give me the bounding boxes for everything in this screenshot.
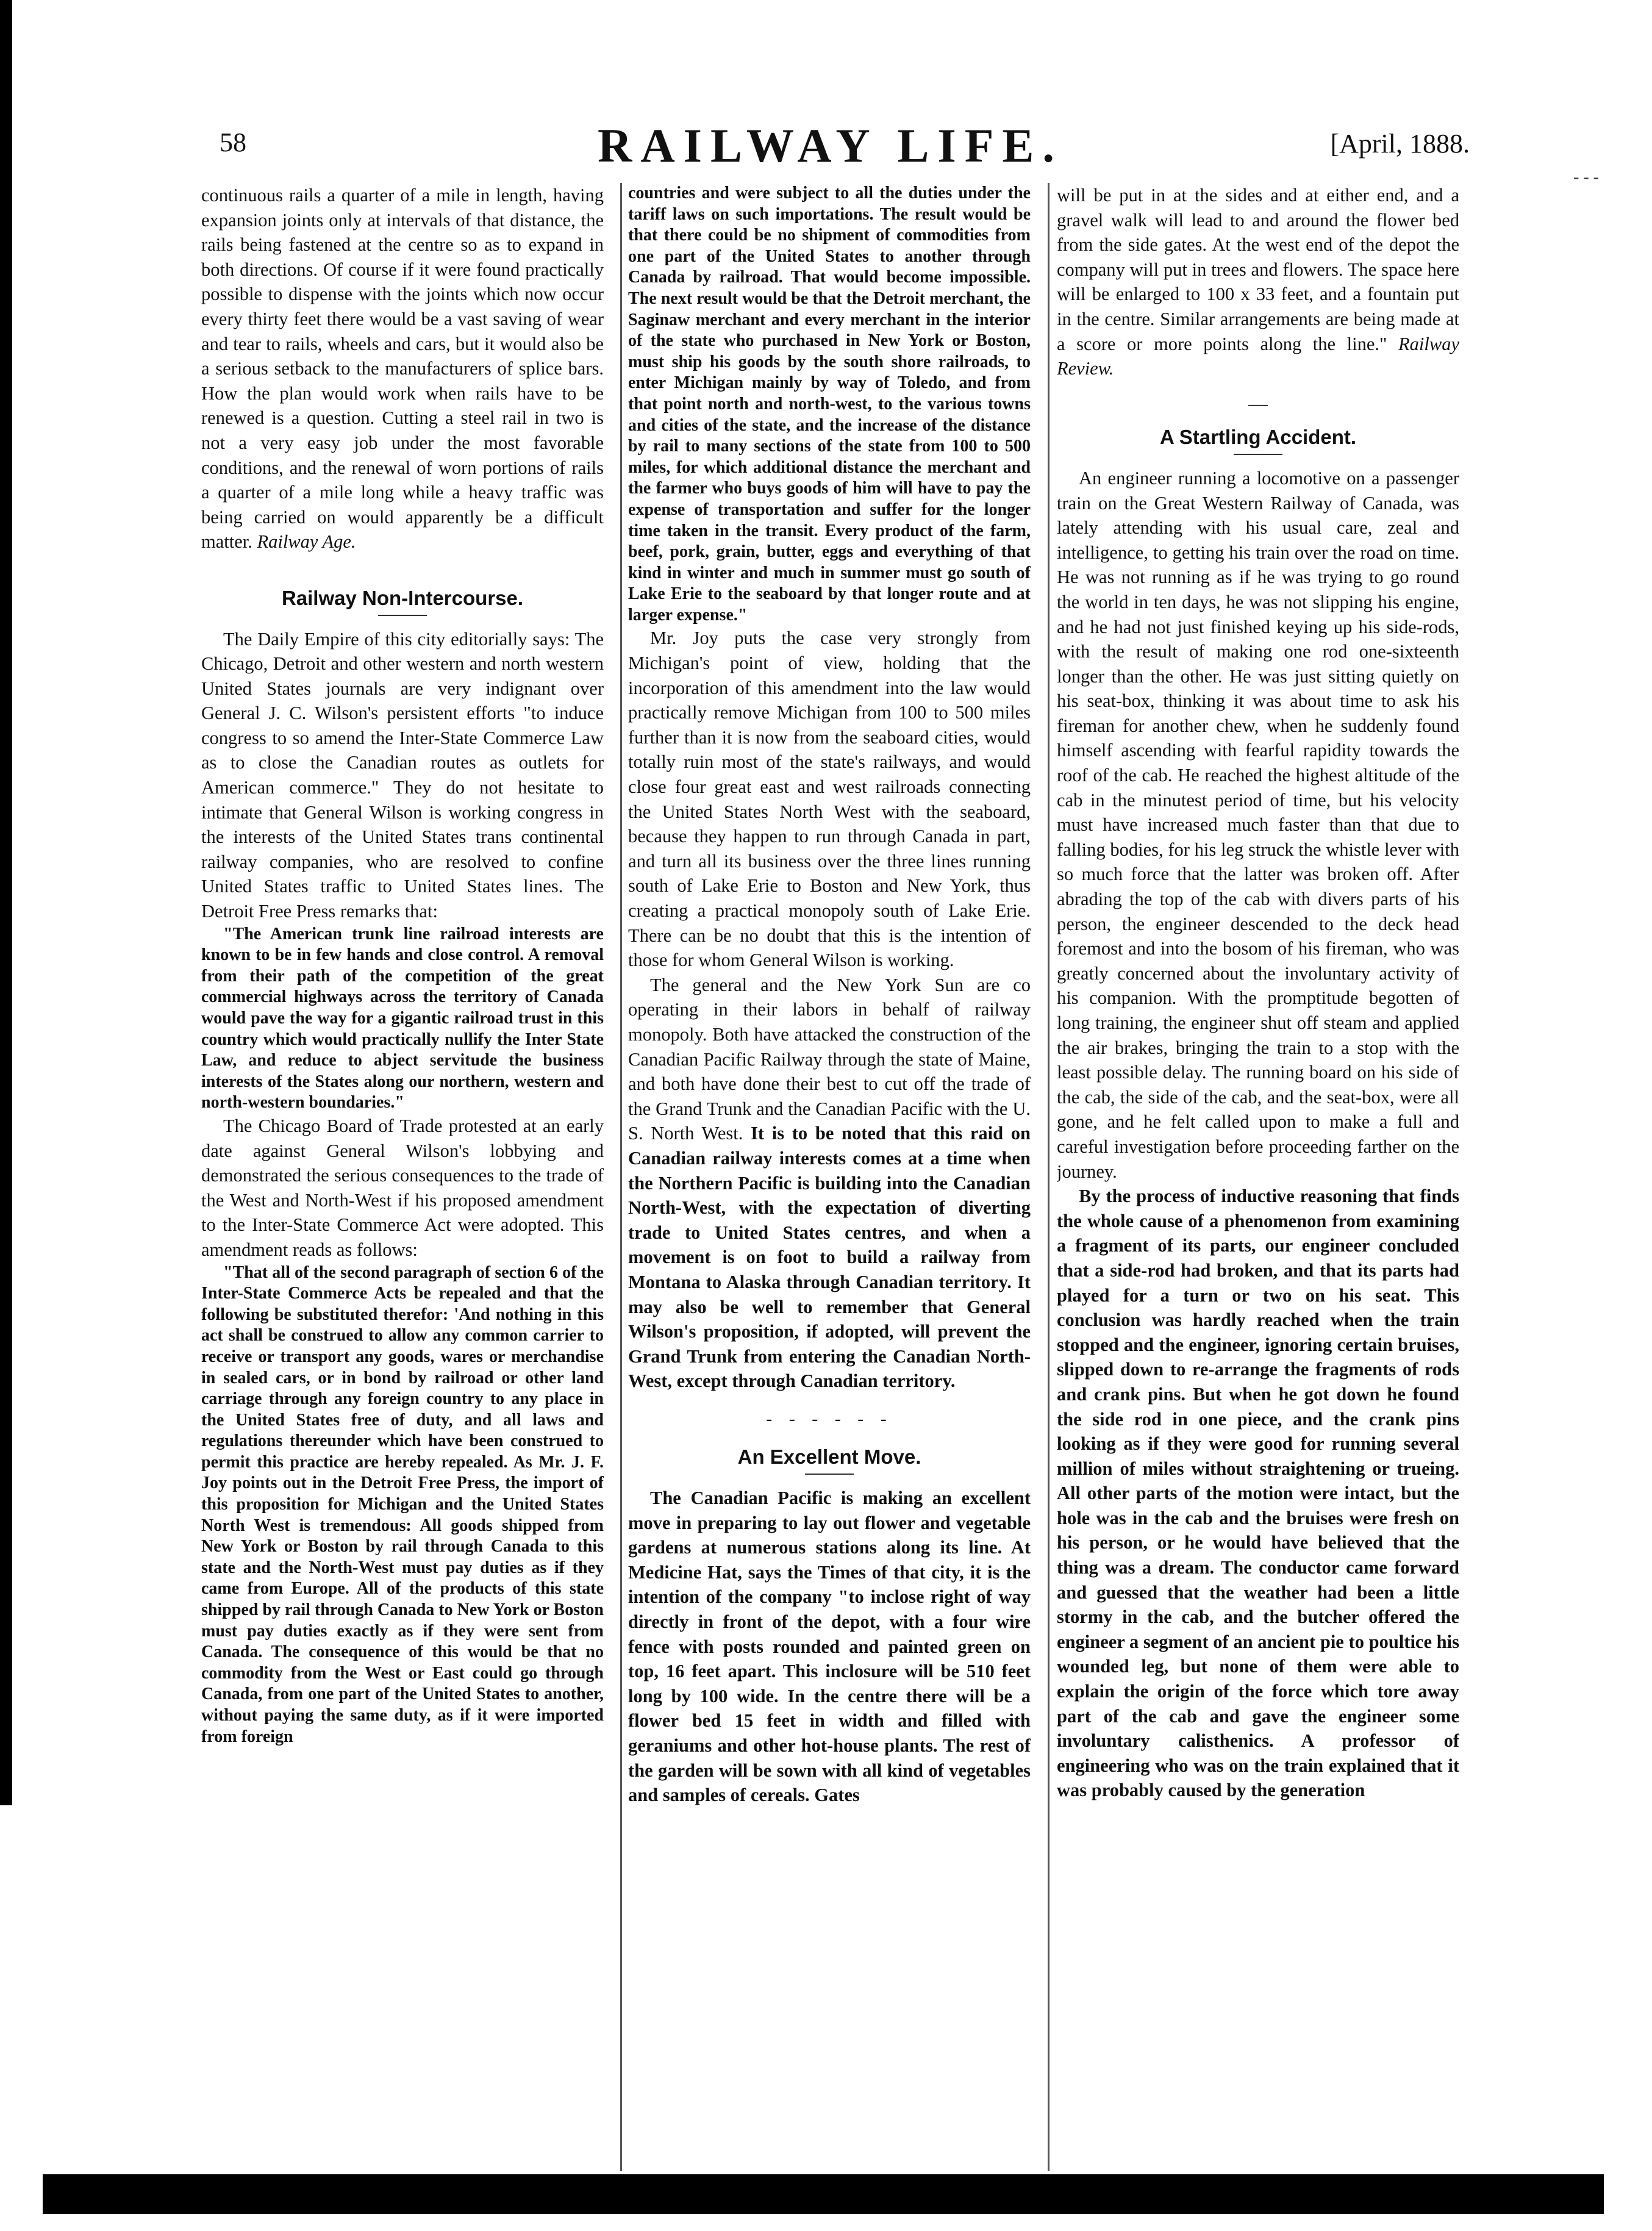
block-quote: "The American trunk line railroad interests are known to be in few hands and close control. A removal from their path of the competition of the great commercial highways across the territory of Canada would pave the way for a gigantic railroad trust in this country which would practically nullify the Inter State Law, and reduce to abject servitude the business interests of the States along our northern, western and north-western boundaries." [201, 924, 604, 1112]
column-1 [201, 183, 604, 2171]
publication-title: RAILWAY LIFE. [598, 119, 1063, 172]
article-paragraph: The Daily Empire of this city editorially says: The Chicago, Detroit and other western and north western United States journals are very indignant over General J. C. Wilson's persistent efforts "to induce congress to so amend the Inter-State Commerce Law as to close the Canadian routes as outlets for American commerce." They do not hesitate to intimate that General Wilson is working congress in the interests of the United States trans continental railway companies, who are resolved to confine United States traffic to United States lines. The Detroit Free Press remarks that: [201, 628, 604, 922]
section-separator: - - - - - - [766, 1408, 893, 1429]
article-paragraph: The Chicago Board of Trade protested at an early date against General Wilson's lobbying and demonstrated the serious consequences to the trade of the West and North-West if his proposed amendment to the Inter-State Commerce Act were adopted. This amendment reads as follows: [201, 1115, 604, 1260]
section-separator: — [1248, 392, 1268, 414]
article-paragraph: will be put in at the sides and at either end, and a gravel walk will lead to and around the flower bed from the side gates. At the west end of the depot the company will put in trees and flowers. The space here will be enlarged to 100 x 33 feet, and a fountain put in the centre. Similar arrangements are being made at a score or more points along the line." Railway Review. [1057, 185, 1459, 379]
source-credit: Railway Review. [1057, 333, 1459, 379]
source-credit: Railway Age. [257, 531, 356, 553]
corner-mark: - - - [1573, 168, 1599, 187]
article-heading: An Excellent Move. [737, 1445, 921, 1469]
heading-rule [378, 615, 427, 616]
scan-bottom-bar [43, 2174, 1604, 2214]
block-quote: "That all of the second paragraph of section 6 of the Inter-State Commerce Acts be repealed and that the following be substituted therefor: 'And nothing in this act shall be construed to allow any common carrier to receive or transport any goods, wares or merchandise in sealed cars, or in bond by railroad or other land carriage through any foreign country to any place in the United States free of duty, and all laws and regulations thereunder which have been construed to permit this practice are hereby repealed. As Mr. J. F. Joy points out in the Detroit Free Press, the import of this proposition for Michigan and the United States North West is tremendous: All goods shipped from New York or Boston by rail through Canada to this state and the North-West must pay duties as if they came from Europe. All of the products of this state shipped by rail through Canada to New York or Boston must pay duties exactly as if they were sent from Canada. The consequence of this would be that no commodity from the West or East could go through Canada, from one part of the United States to another, without paying the same duty, as if it were imported from foreign [201, 1262, 604, 1746]
article-heading: Railway Non-Intercourse. [281, 586, 524, 609]
article-heading: A Startling Accident. [1159, 426, 1357, 449]
article-paragraph: Mr. Joy puts the case very strongly from Michigan's point of view, holding that the incorporation of this amendment into the law would practically remove Michigan from 100 to 500 miles further than it is now from the seaboard cities, would totally ruin most of the state's railways, and would close four great east and west railroads connecting the United States North West with the seaboard, because they happen to run through Canada in part, and turn all its business over the three lines running south of Lake Erie to Boston and New York, thus creating a practical monopoly south of Lake Erie. There can be no doubt that this is the intention of those for whom General Wilson is working. [628, 628, 1031, 971]
article-paragraph: The general and the New York Sun are co operating in their labors in behalf of railway monopoly. Both have attacked the construction of the Canadian Pacific Railway through the state of Maine, and both have done their best to cut off the trade of the Grand Trunk and the Canadian Pacific with the U. S. North West. It is to be noted that this raid on Canadian railway interests comes at a time when the Northern Pacific is building into the Canadian North-West, with the expectation of diverting trade to United States centres, and when a movement is on foot to build a railway from Montana to Alaska through Canadian territory. It may also be well to remember that General Wilson's proposition, if adopted, will prevent the Grand Trunk from entering the Canadian North-West, except through Canadian territory. [628, 974, 1031, 1392]
scan-edge-bar [0, 0, 12, 1805]
issue-date: [April, 1888. [1330, 129, 1470, 159]
heading-rule [805, 1474, 854, 1475]
article-paragraph: An engineer running a locomotive on a passenger train on the Great Western Railway of Canada, was lately attending with his usual care, zeal and intelligence, to getting his train over the road on time. He was not running as if he was trying to go round the world in ten days, he was not slipping his engine, and he had not just finished keying up his side-rods, with the result of making one rod one-sixteenth longer than the other. He was just sitting quietly on his seat-box, thinking it was about time to ask his fireman for another chew, when he suddenly found himself ascending with fearful rapidity towards the roof of the cab. He reached the highest altitude of the cab in the minutest period of time, but his velocity must have increased much faster than that due to falling bodies, for his leg struck the whistle lever with so much force that the latter was broken off. After abrading the top of the cab with divers parts of his person, the engineer descended to the deck head foremost and into the bosom of his fireman, who was greatly concerned about the involuntary activity of his companion. With the promptitude begotten of long training, the engineer shut off steam and applied the air brakes, bringing the train to a stop with the least possible delay. The running board on his side of the cab, the side of the cab, and the seat-box, were all gone, and he felt called upon to make a full and careful investigation before proceeding farther on the journey. [1057, 467, 1459, 1182]
masthead [220, 119, 1470, 172]
heading-rule [1234, 454, 1282, 455]
column-rule [620, 183, 622, 2171]
column-2 [628, 183, 1031, 2171]
article-paragraph: By the process of inductive reasoning that finds the whole cause of a phenomenon from examining a fragment of its parts, our engineer concluded that a side-rod had broken, and that its parts had played for a turn or two on his seat. This conclusion was hardly reached when the train stopped and the engineer, ignoring certain bruises, slipped down to re-arrange the fragments of rods and crank pins. But when he got down he found the side rod in one piece, and the crank pins looking as if they were good for running several million of miles without straightening or trueing. All other parts of the motion were intact, but the hole was in the cab and the bruises were fresh on his person, or he would have believed that the thing was a dream. The conductor came forward and guessed that the weather had been a little stormy in the cab, and the butcher offered the engineer a segment of an ancient pie to poultice his wounded leg, but none of them were able to explain the origin of the force which tore away part of the cab and gave the engineer some involuntary calisthenics. A professor of engineering who was on the train explained that it was probably caused by the generation [1057, 1186, 1459, 1801]
page-number: 58 [220, 127, 246, 157]
block-quote: countries and were subject to all the duties under the tariff laws on such importations. The result would be that there could be no shipment of commodities from one part of the United States to another through Canada by railroad. That would become impossible. The next result would be that the Detroit merchant, the Saginaw merchant and every merchant in the interior of the state who purchased in New York or Boston, must ship his goods by the south shore railroads, to enter Michigan mainly by way of Toledo, and from that point north and north-west, to the various towns and cities of the state, and the increase of the distance by rail to many sections of the state from 100 to 500 miles, for which additional distance the merchant and the farmer who buys goods of him will have to pay the expense of transportation and suffer for the longer time taken in the transit. Every product of the farm, beef, pork, grain, butter, eggs and everything of that kind in winter and much in summer must go south of Lake Erie to the seaboard by that longer route and at larger expense." [628, 184, 1031, 625]
column-rule [1048, 183, 1049, 2171]
column-3 [1057, 183, 1459, 2171]
article-paragraph: continuous rails a quarter of a mile in length, having expansion joints only at intervals of that distance, the rails being fastened at the centre so as to expand in both directions. Of course if it were found practically possible to dispense with the joints which now occur every thirty feet there would be a vast saving of wear and tear to rails, wheels and cars, but it would also be a serious setback to the manufacturers of splice bars. How the plan would work when rails have to be renewed is a question. Cutting a steel rail in two is not a very easy job under the most favorable conditions, and the renewal of worn portions of rails a quarter of a mile long while a heavy traffic was being carried on would apparently be a difficult matter. Railway Age. [201, 185, 604, 553]
article-paragraph: The Canadian Pacific is making an excellent move in preparing to lay out flower and vegetable gardens at numerous stations along its line. At Medicine Hat, says the Times of that city, it is the intention of the company "to inclose right of way directly in front of the depot, with a four wire fence with posts rounded and painted green on top, 16 feet apart. This inclosure will be 510 feet long by 100 wide. In the centre there will be a flower bed 15 feet in width and filled with geraniums and other hot-house plants. The rest of the garden will be sown with all kind of vegetables and samples of cereals. Gates [628, 1488, 1031, 1806]
